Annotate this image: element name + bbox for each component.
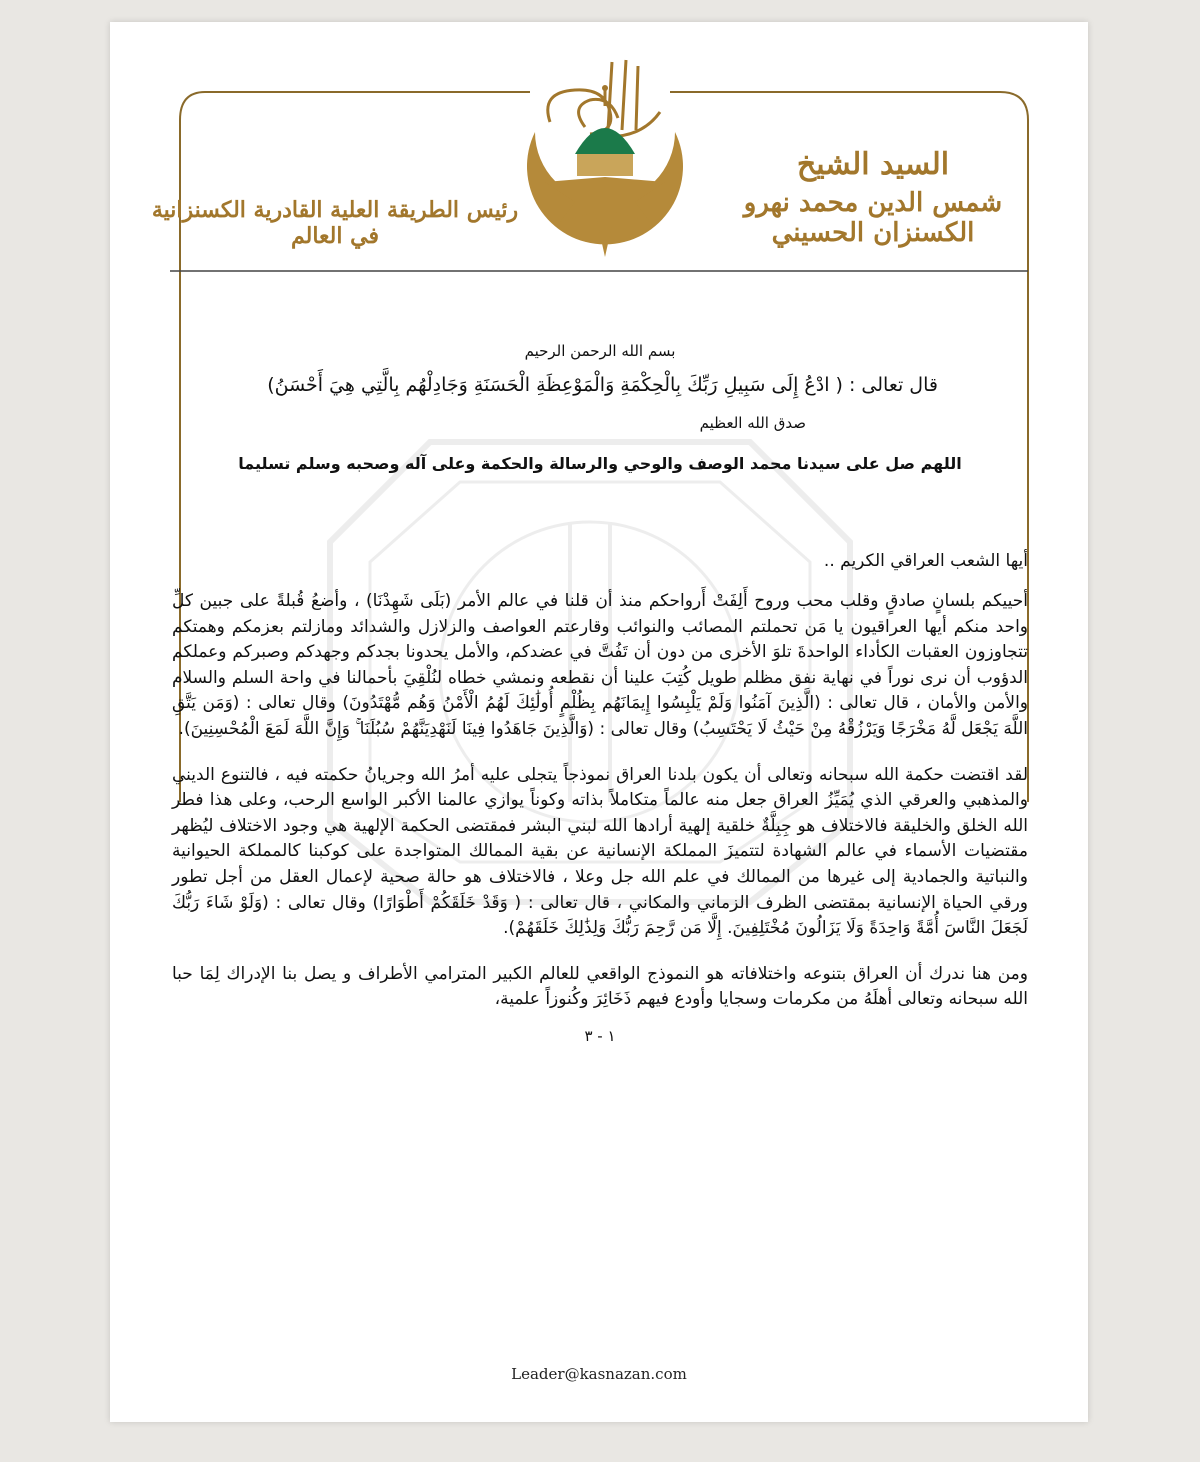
header-name-line1: السيد الشيخ: [796, 147, 950, 182]
greeting: أيها الشعب العراقي الكريم ..: [823, 551, 1028, 571]
opening-verse: قال تعالى : ( ادْعُ إِلَى سَبِيلِ رَبِّكَ بِالْحِكْمَةِ وَالْمَوْعِظَةِ الْحَسَنَةِ وَجَادِلْهُم بِالَّتِي هِيَ أَحْسَنُ): [267, 374, 938, 396]
footer-email[interactable]: Leader@kasnazan.com: [511, 1365, 687, 1383]
emblem-logo: [505, 62, 705, 282]
header-name: [698, 147, 1048, 248]
document-page: [110, 22, 1088, 1422]
header-name-line2: شمس الدين محمد نهرو الكسنزان الحسيني: [743, 188, 1003, 248]
paragraph: لقد اقتضت حكمة الله سبحانه وتعالى أن يكون بلدنا العراق نموذجاً يتجلى عليه أمرُ الله وجريانُ حكمته فيه ، فالتنوع الديني والمذهبي والعرقي الذي يُمَيِّزُ العراق جعل منه عالماً متكاملاً بذاته وكوناً يوازي عالمنا الأكبر الواسع الرحب، وعلى هذا فطر الله الخلق والخليقة فالاختلاف هو جِبِلَّةٌ خلقية إلهية أرادها الله لبني البشر فمقتضى الحكمة الإلهية هي وجود الاختلاف ليُظهر مقتضيات الأسماء في عالم الشهادة لتتميزَ المملكة الإنسانية عن بقية الممالك المتواجدة على كوكبنا كالمملكة الحيوانية والنباتية والجمادية إلى غيرها من الممالك في علم الله جل وعلا ، فالاختلاف هو حالة صحية لإعمال العقل من أجل تطور ورقي الحياة الإنسانية بمقتضى الظرف الزماني والمكاني ، قال تعالى : ( وَقَدْ خَلَقَكُمْ أَطْوَارًا) وقال تعالى : (وَلَوْ شَاءَ رَبُّكَ لَجَعَلَ النَّاسَ أُمَّةً وَاحِدَةً وَلَا يَزَالُونَ مُخْتَلِفِينَ. إِلَّا مَن رَّحِمَ رَبُّكَ وَلِذَٰلِكَ خَلَقَهُمْ).: [172, 764, 1028, 939]
paragraph: ومن هنا ندرك أن العراق بتنوعه واختلافاته هو النموذج الواقعي للعالم الكبير المترامي الأطراف و يصل بنا الإدراك لِمَا حبا الله سبحانه وتعالى أهلَهُ من مكرمات وسجايا وأودع فيهم ذَخَائِرَ وكُنوزاً علمية،: [172, 963, 1028, 1010]
basmala: بسم الله الرحمن الرحيم: [524, 342, 676, 360]
header-title: رئيس الطريقة العلية القادرية الكسنزانية في العالم: [151, 197, 519, 249]
paragraph: أحييكم بلسانٍ صادقٍ وقلب محب وروح أَلِفَتْ أَرواحكم منذ أن قلنا في عالم الأمر (بَلَى شَهِدْنَا) ، وأضعُ قُبلةً على جبين كلِّ واحد منكم أيها العراقيون يا مَن تحملتم المصائب والنوائب وقارعتم العواصف والزلازل والشدائد ومازلتم بعزمكم وهمتكم تتجاوزون العقبات الكأداء الواحدةَ تلوَ الأخرى من دون أن تَفُتَّ في عضدكم، والأمل يحدونا بجدكم وجهدكم وصبركم وعملكم الدؤوب أن نرى نوراً في نهاية نفق مظلم طويل كُتِبَ علينا أن نقطعه ونمشي خطاه لنُلْقِيَ بأحمالنا في واحة السلم والسلام والأمن والأمان ، قال تعالى : (الَّذِينَ آمَنُوا وَلَمْ يَلْبِسُوا إِيمَانَهُم بِظُلْمٍ أُولَٰئِكَ لَهُمُ الْأَمْنُ وَهُم مُّهْتَدُونَ) وقال تعالى : (وَمَن يَتَّقِ اللَّهَ يَجْعَل لَّهُ مَخْرَجًا وَيَرْزُقْهُ مِنْ حَيْثُ لَا يَحْتَسِبُ) وقال تعالى : (وَالَّذِينَ جَاهَدُوا فِينَا لَنَهْدِيَنَّهُمْ سُبُلَنَا ۚ وَإِنَّ اللَّهَ لَمَعَ الْمُحْسِنِينَ).: [172, 591, 1028, 739]
page-number: ١ - ٣: [584, 1026, 616, 1045]
letter-body: [172, 342, 1028, 1045]
sadaq-line: صدق الله العظيم: [699, 414, 806, 432]
salat-line: اللهم صل على سيدنا محمد الوصف والوحي والرسالة والحكمة وعلى آله وصحبه وسلم تسليما: [238, 454, 962, 473]
